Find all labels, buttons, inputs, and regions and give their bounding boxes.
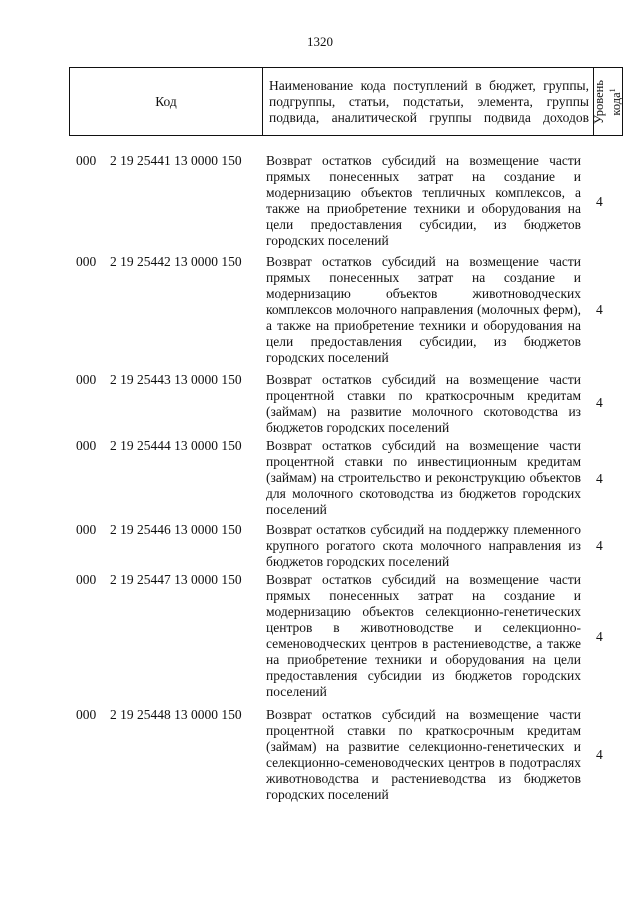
header-name-cell: Наименование кода поступлений в бюджет, группы, подгруппы, статьи, подстатьи, элемента, группы подвида, аналитической группы подвида доходов [263, 68, 594, 136]
revenue-name: Возврат остатков субсидий на возмещение части прямых понесенных затрат на создание и модернизацию объектов тепличных комплексов, а также на приобретение техники и оборудования на цели предоставления субсидии, из бюджетов городских поселений [266, 153, 581, 248]
revenue-name: Возврат остатков субсидий на возмещение части прямых понесенных затрат на создание и модернизацию объектов селекционно-генетических центров в животноводстве и селекционно-семеноводческих центров в растениеводстве, а также на приобретение техники и оборудования на цели предоставления субсидии из бюджетов городских поселений [266, 572, 581, 699]
revenue-name: Возврат остатков субсидий на возмещение части процентной ставки по краткосрочным кредитам (займам) на развитие селекционно-генетических и селекционно-семеноводческих центров в подотраслях животноводства и растениеводства из бюджетов городских поселений [266, 707, 581, 802]
header-level-footnote: 1 [607, 87, 617, 92]
revenue-name: Возврат остатков субсидий на поддержку племенного крупного рогатого скота молочного направления из бюджетов городских поселений [266, 522, 581, 569]
admin-code: 000 [76, 438, 97, 453]
revenue-code: 2 19 25441 13 0000 150 [110, 153, 242, 168]
code-level: 4 [596, 395, 603, 410]
admin-code: 000 [76, 153, 97, 168]
page-number: 1320 [307, 34, 333, 49]
header-level-line2: кода [609, 91, 624, 116]
revenue-code: 2 19 25448 13 0000 150 [110, 707, 242, 722]
admin-code: 000 [76, 522, 97, 537]
revenue-name: Возврат остатков субсидий на возмещение части процентной ставки по инвестиционным кредитам (займам) на строительство и реконструкцию объектов для молочного скотоводства из бюджетов городских поселений [266, 438, 581, 517]
code-level: 4 [596, 302, 603, 317]
header-level-cell [591, 68, 624, 136]
code-level: 4 [596, 747, 603, 762]
admin-code: 000 [76, 372, 97, 387]
admin-code: 000 [76, 707, 97, 722]
header-level-line1: Уровень [591, 79, 606, 124]
revenue-code: 2 19 25444 13 0000 150 [110, 438, 242, 453]
revenue-name: Возврат остатков субсидий на возмещение части процентной ставки по краткосрочным кредитам (займам) на развитие молочного скотоводства из бюджетов городских поселений [266, 372, 581, 435]
table-header [69, 67, 623, 136]
header-code-cell: Код [70, 68, 263, 136]
admin-code: 000 [76, 572, 97, 587]
code-level: 4 [596, 629, 603, 644]
revenue-name: Возврат остатков субсидий на возмещение части прямых понесенных затрат на создание и модернизацию объектов животноводческих комплексов молочного направления (молочных ферм), а также на приобретение техники и оборудования на цели предоставления субсидии, из бюджетов городских поселений [266, 254, 581, 365]
revenue-code: 2 19 25443 13 0000 150 [110, 372, 242, 387]
code-level: 4 [596, 194, 603, 209]
revenue-code: 2 19 25447 13 0000 150 [110, 572, 242, 587]
revenue-code: 2 19 25442 13 0000 150 [110, 254, 242, 269]
revenue-code: 2 19 25446 13 0000 150 [110, 522, 242, 537]
admin-code: 000 [76, 254, 97, 269]
code-level: 4 [596, 538, 603, 553]
code-level: 4 [596, 471, 603, 486]
